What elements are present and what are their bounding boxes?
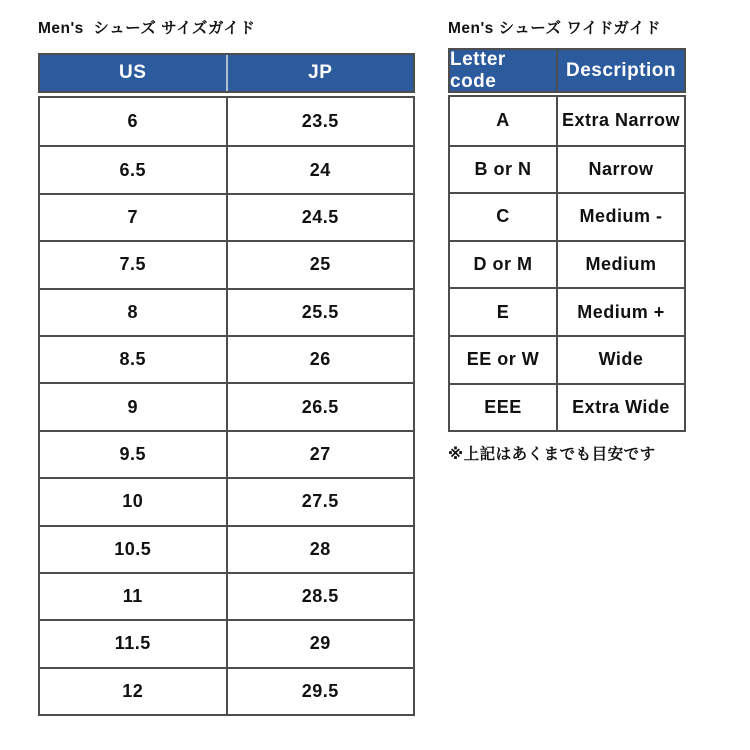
table-cell: 27.5 [226,479,414,524]
table-cell: 25.5 [226,290,414,335]
size-guide-row [40,193,413,240]
table-cell: 10 [122,491,144,512]
width-guide-header-description: Description [556,50,684,91]
table-cell: 9.5 [119,443,147,464]
width-guide-row [450,192,684,240]
width-guide-row [450,287,684,335]
table-cell: 8.5 [119,349,147,370]
size-guide-table [38,53,415,716]
table-cell: 6 [127,111,138,132]
size-guide-row [40,288,413,335]
table-cell: C [496,206,510,227]
width-guide-header-row [448,48,686,93]
table-cell: 29 [226,621,414,666]
width-guide-row [450,335,684,383]
width-guide-body [448,95,686,432]
table-cell: EE or W [466,349,540,370]
size-guide-row [40,667,413,714]
size-guide-row [40,240,413,287]
size-guide-header-row [38,53,415,93]
table-cell: 25 [226,242,414,287]
size-guide-row [40,98,413,145]
table-cell: 26.5 [226,384,414,429]
width-guide-row [450,240,684,288]
table-cell: 28 [226,527,414,572]
table-cell: 24 [226,147,414,192]
table-cell: 11 [122,586,143,607]
table-cell: 29.5 [226,669,414,714]
table-cell: 7.5 [119,254,147,275]
table-cell: 7 [127,206,138,227]
table-cell: Medium + [556,289,684,335]
size-guide-row [40,477,413,524]
size-guide-row [40,335,413,382]
disclaimer-note: ※上記はあくまでも目安です [448,446,656,463]
table-cell: 11.5 [114,633,151,654]
table-cell: 28.5 [226,574,414,619]
table-cell: Medium - [556,194,684,240]
table-cell: EEE [484,396,522,417]
table-cell: B or N [474,158,532,179]
table-cell: 12 [122,680,144,701]
width-guide-row [450,145,684,193]
size-guide-header-us: US [119,62,147,83]
table-cell: 9 [127,396,138,417]
width-guide-row [450,383,684,431]
table-cell: Wide [556,337,684,383]
size-guide-row [40,525,413,572]
width-guide-title: Men's シューズ ワイドガイド [448,20,661,37]
size-guide-body [38,96,415,716]
table-cell: 10.5 [114,538,152,559]
table-cell: 8 [127,301,138,322]
width-guide-header-letter-code: Letter code [450,48,506,92]
table-cell: D or M [473,254,533,275]
table-cell: 24.5 [226,195,414,240]
size-guide-row [40,572,413,619]
width-guide-table [448,48,686,432]
size-guide-title: Men's シューズ サイズガイド [38,20,256,37]
width-guide-row [450,97,684,145]
size-guide-row [40,430,413,477]
table-cell: A [496,110,510,131]
table-cell: Extra Wide [556,385,684,431]
table-cell: 27 [226,432,414,477]
size-guide-row [40,145,413,192]
table-cell: E [496,301,510,322]
table-cell: Extra Narrow [556,97,684,145]
table-cell: Medium [556,242,684,288]
table-cell: Narrow [556,147,684,193]
size-guide-header-jp: JP [226,55,414,91]
size-guide-row [40,619,413,666]
table-cell: 23.5 [226,98,414,145]
table-cell: 26 [226,337,414,382]
size-guide-row [40,382,413,429]
table-cell: 6.5 [119,159,147,180]
